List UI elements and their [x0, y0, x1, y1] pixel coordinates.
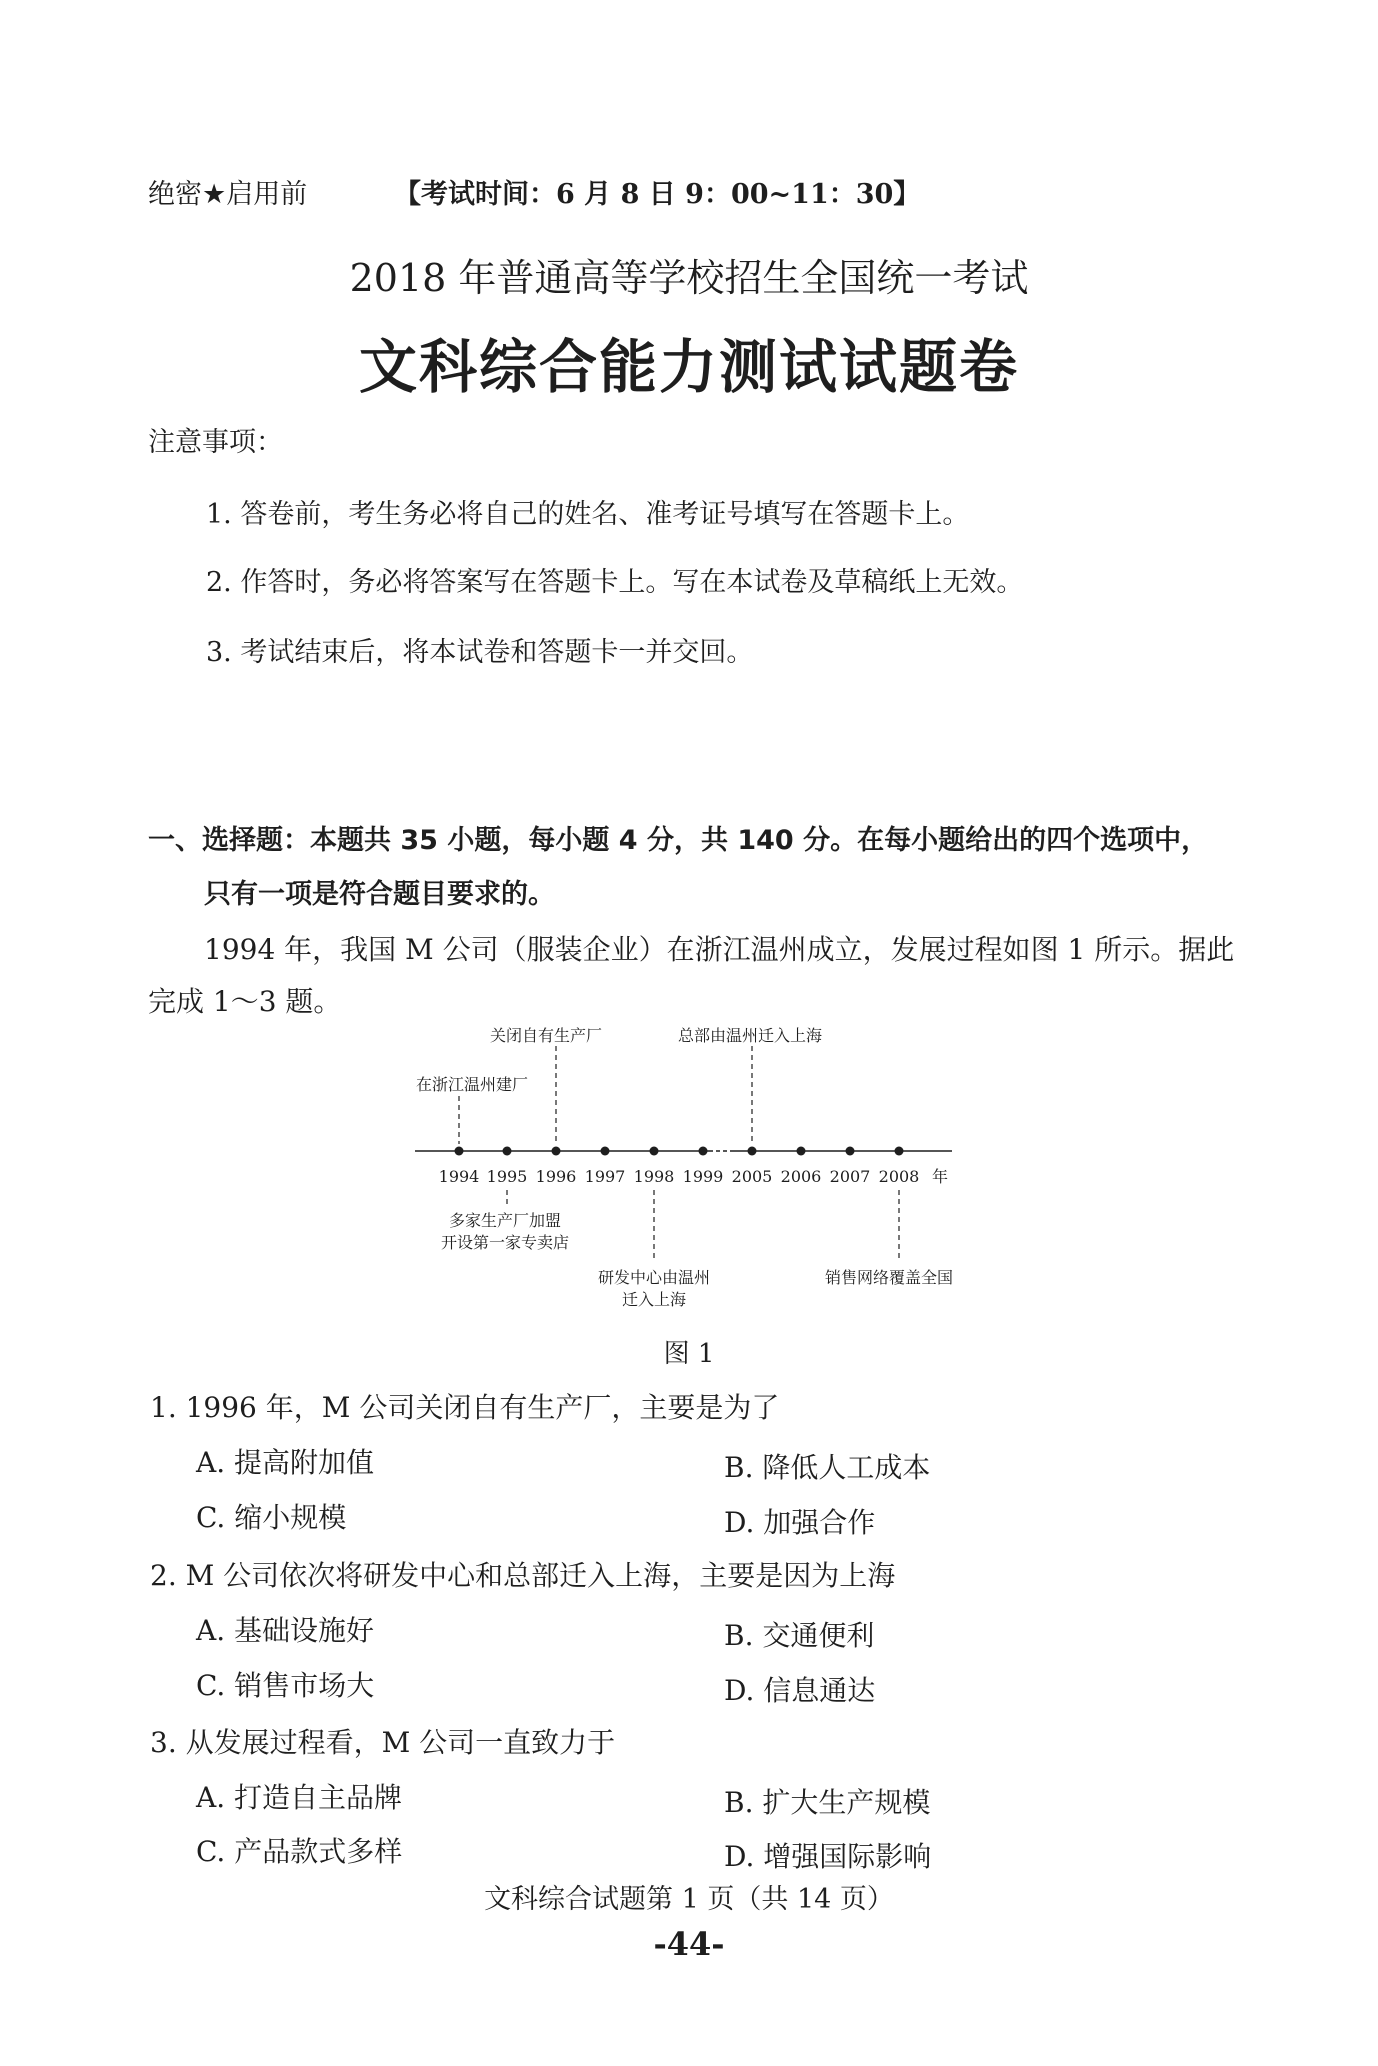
option-d: D. 信息通达: [724, 1674, 876, 1707]
option-a: A. 基础设施好: [196, 1614, 375, 1647]
question-intro: 1994 年，我国 M 公司（服装企业）在浙江温州成立，发展过程如图 1 所示。据此: [204, 933, 1235, 966]
year-label: 2008: [878, 1167, 920, 1186]
option-c: C. 销售市场大: [196, 1669, 375, 1702]
year-label: 2005: [731, 1167, 773, 1186]
option-d: D. 加强合作: [724, 1506, 876, 1539]
notice-item: 1. 答卷前，考生务必将自己的姓名、准考证号填写在答题卡上。: [206, 499, 970, 530]
option-a: A. 提高附加值: [196, 1446, 375, 1479]
event-label: 多家生产厂加盟: [448, 1211, 562, 1230]
year-dot: [846, 1147, 855, 1156]
section-heading: 一、选择题：本题共 35 小题，每小题 4 分，共 140 分。在每小题给出的四个选项中，: [148, 825, 1209, 856]
year-dot: [650, 1147, 659, 1156]
option-b: B. 扩大生产规模: [724, 1786, 931, 1819]
year-label: 1994: [438, 1167, 480, 1186]
year-label: 2006: [780, 1167, 822, 1186]
year-label: 1997: [584, 1167, 626, 1186]
exam-title: 2018 年普通高等学校招生全国统一考试: [349, 256, 1029, 300]
option-b: B. 降低人工成本: [724, 1451, 931, 1484]
year-dot: [895, 1147, 904, 1156]
event-label: 迁入上海: [621, 1290, 687, 1309]
year-label: 1996: [535, 1167, 577, 1186]
year-dot: [699, 1147, 708, 1156]
exam-time: 【考试时间：6 月 8 日 9：00~11：30】: [394, 179, 921, 210]
page-number: -44-: [653, 1925, 725, 1963]
option-a: A. 打造自主品牌: [196, 1781, 403, 1814]
figure-caption: 图 1: [663, 1339, 715, 1369]
year-dot: [552, 1147, 561, 1156]
option-b: B. 交通便利: [724, 1619, 875, 1652]
secret-label: 绝密★启用前: [148, 179, 308, 210]
notice-item: 2. 作答时，务必将答案写在答题卡上。写在本试卷及草稿纸上无效。: [206, 567, 1024, 598]
option-d: D. 增强国际影响: [724, 1840, 932, 1873]
year-dot: [797, 1147, 806, 1156]
year-label: 1999: [682, 1167, 724, 1186]
question-stem: 3. 从发展过程看，M 公司一直致力于: [150, 1726, 616, 1759]
axis-unit: 年: [931, 1167, 949, 1186]
paper-title: 文科综合能力测试试题卷: [358, 333, 1019, 401]
question-stem: 1. 1996 年，M 公司关闭自有生产厂，主要是为了: [150, 1391, 780, 1424]
event-label: 销售网络覆盖全国: [824, 1268, 954, 1287]
page-footer: 文科综合试题第 1 页（共 14 页）: [484, 1884, 894, 1915]
event-label: 开设第一家专卖店: [440, 1233, 570, 1252]
question-stem: 2. M 公司依次将研发中心和总部迁入上海，主要是因为上海: [150, 1559, 896, 1592]
event-label: 在浙江温州建厂: [415, 1075, 529, 1094]
year-dot: [748, 1147, 757, 1156]
section-heading-cont: 只有一项是符合题目要求的。: [204, 879, 555, 910]
option-c: C. 缩小规模: [196, 1501, 347, 1534]
event-label: 研发中心由温州: [597, 1268, 711, 1287]
year-dot: [455, 1147, 464, 1156]
notice-heading: 注意事项：: [148, 427, 283, 458]
option-c: C. 产品款式多样: [196, 1835, 403, 1868]
event-label: 关闭自有生产厂: [489, 1026, 603, 1045]
year-label: 2007: [829, 1167, 871, 1186]
notice-item: 3. 考试结束后，将本试卷和答题卡一并交回。: [206, 637, 754, 668]
year-label: 1995: [486, 1167, 528, 1186]
year-label: 1998: [633, 1167, 675, 1186]
year-dot: [503, 1147, 512, 1156]
timeline-figure: [400, 1008, 980, 1318]
question-intro-cont: 完成 1～3 题。: [148, 985, 342, 1018]
year-dot: [601, 1147, 610, 1156]
event-label: 总部由温州迁入上海: [677, 1026, 823, 1045]
